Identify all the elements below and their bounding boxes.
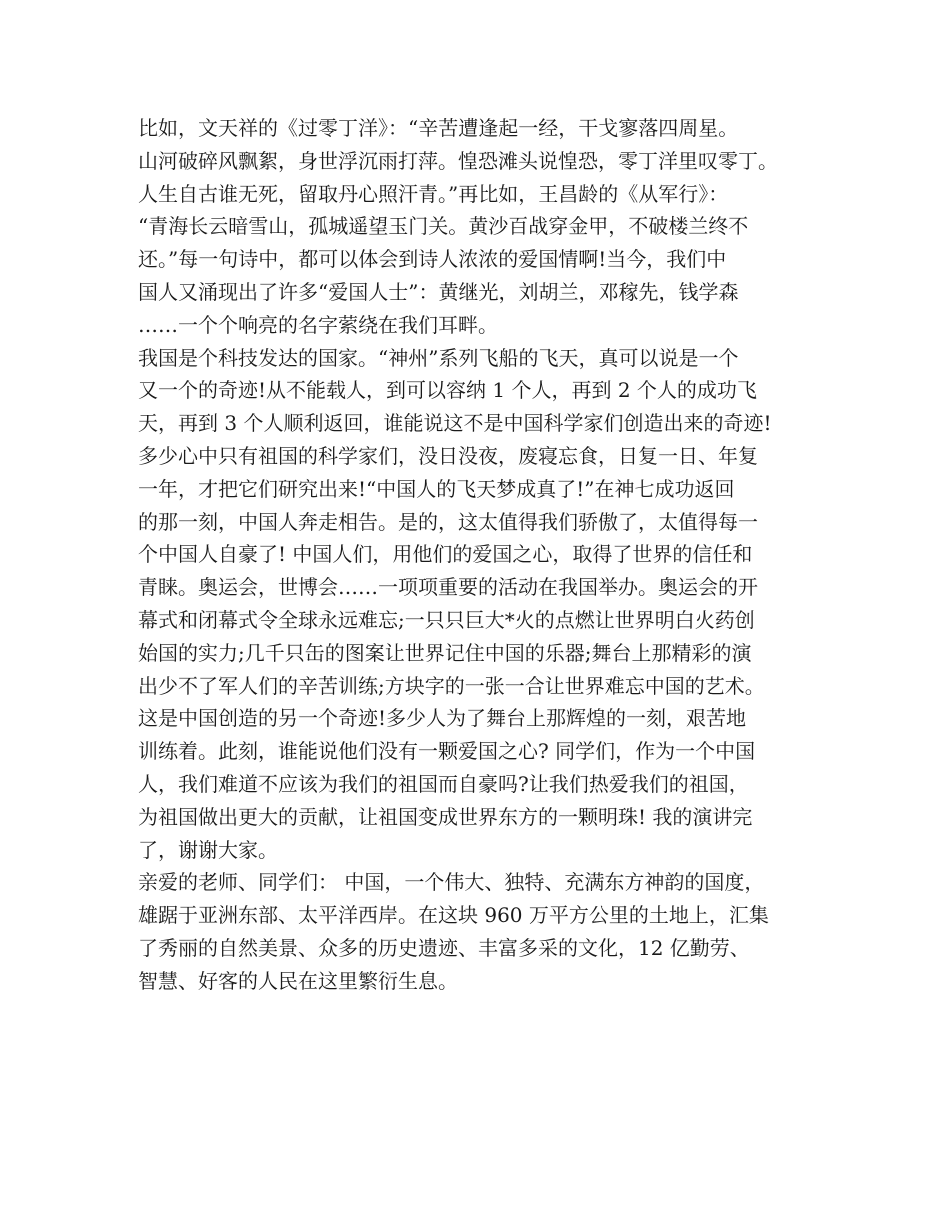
text-line: 一年，才把它们研究出来!“中国人的飞天梦成真了!”在神七成功返回 (138, 476, 735, 501)
text-line: 山河破碎风飘絮，身世浮沉雨打萍。惶恐滩头说惶恐，零丁洋里叹零丁。 (138, 148, 778, 173)
text-line: 出少不了军人们的辛苦训练;方块字的一张一合让世界难忘中国的艺术。 (138, 673, 765, 698)
text-line: 亲爱的老师、同学们： 中国，一个伟大、独特、充满东方神韵的国度， (138, 870, 765, 895)
text-line: 雄踞于亚洲东部、太平洋西岸。在这块 960 万平方公里的土地上，汇集 (138, 903, 769, 928)
text-line: 智慧、好客的人民在这里繁衍生息。 (138, 968, 458, 993)
text-line: 青睐。奥运会，世博会……一项项重要的活动在我国举办。奥运会的开 (138, 575, 758, 600)
text-line: 了，谢谢大家。 (138, 837, 278, 862)
text-line: 人，我们难道不应该为我们的祖国而自豪吗?让我们热爱我们的祖国， (138, 771, 749, 796)
text-line: 多少心中只有祖国的科学家们，没日没夜，废寝忘食，日复一日、年复 (138, 443, 758, 468)
text-line: 始国的实力;几千只缶的图案让世界记住中国的乐器;舞台上那精彩的演 (138, 640, 752, 665)
text-line: 还。”每一句诗中，都可以体会到诗人浓浓的爱国情啊!当今，我们中 (138, 247, 727, 272)
text-line: 幕式和闭幕式令全球永远难忘;一只只巨大*火的点燃让世界明白火药创 (138, 607, 755, 632)
text-line: 训练着。此刻，谁能说他们没有一颗爱国之心? 同学们，作为一个中国 (138, 739, 756, 764)
text-line: 这是中国创造的另一个奇迹!多少人为了舞台上那辉煌的一刻，艰苦地 (138, 706, 747, 731)
text-line: ……一个个响亮的名字萦绕在我们耳畔。 (138, 312, 498, 337)
text-line: “青海长云暗雪山，孤城遥望玉门关。黄沙百战穿金甲，不破楼兰终不 (138, 214, 749, 239)
text-line: 比如，文天祥的《过零丁洋》：“辛苦遭逢起一经，干戈寥落四周星。 (138, 116, 739, 140)
text-line: 人生自古谁无死，留取丹心照汗青。”再比如，王昌龄的《从军行》： (138, 181, 729, 206)
text-line: 国人又涌现出了许多“爱国人士”：黄继光，刘胡兰，邓稼先，钱学森 (138, 279, 739, 304)
text-line: 个中国人自豪了! 中国人们，用他们的爱国之心，取得了世界的信任和 (138, 542, 753, 567)
text-line: 为祖国做出更大的贡献，让祖国变成世界东方的一颗明珠! 我的演讲完 (138, 804, 753, 829)
text-line: 了秀丽的自然美景、众多的历史遗迹、丰富多采的文化，12 亿勤劳、 (138, 935, 750, 960)
text-line: 天，再到 3 个人顺利返回，谁能说这不是中国科学家们创造出来的奇迹! (138, 411, 772, 436)
text-line: 我国是个科技发达的国家。“神州”系列飞船的飞天，真可以说是一个 (138, 345, 739, 370)
document-body (138, 112, 838, 998)
text-line: 又一个的奇迹!从不能载人，到可以容纳 1 个人，再到 2 个人的成功飞 (138, 378, 757, 403)
text-line: 的那一刻，中国人奔走相告。是的，这太值得我们骄傲了，太值得每一 (138, 509, 758, 534)
